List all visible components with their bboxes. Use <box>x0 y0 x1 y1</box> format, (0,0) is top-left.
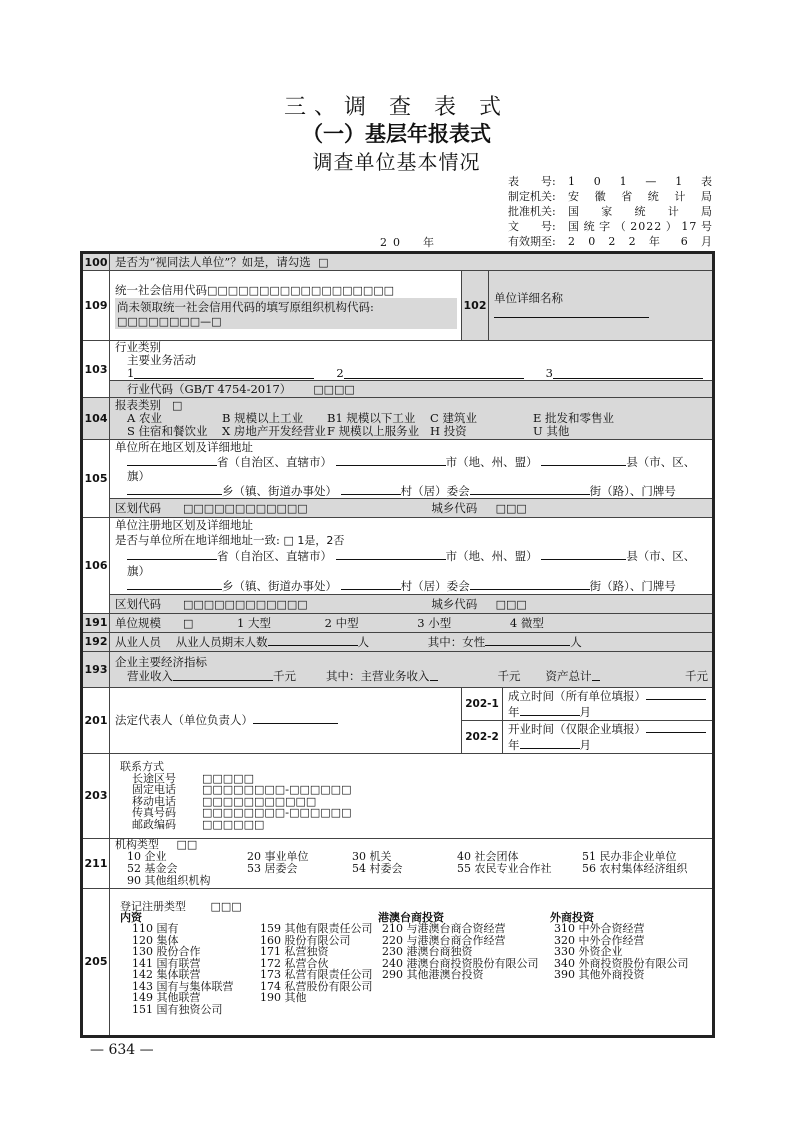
contact-fax: 传真号码 □□□□□□□□-□□□□□□ <box>132 806 352 819</box>
option: 56 农村集体经济组织 <box>582 862 688 875</box>
row-number: 191 <box>82 613 110 632</box>
option: 52 基金会 <box>127 862 178 875</box>
row-number: 202-2 <box>462 720 503 753</box>
row-number: 205 <box>82 888 110 1036</box>
row-number: 103 <box>82 341 110 398</box>
option: E 批发和零售业 <box>533 411 615 425</box>
foreign-list <box>550 923 689 981</box>
row-103-code <box>82 381 714 398</box>
founded-month-field[interactable] <box>520 704 580 716</box>
opened-year-field[interactable] <box>646 721 706 733</box>
female-count-field[interactable] <box>485 634 570 646</box>
registration-option: 130 股份合作 <box>132 945 201 958</box>
credit-code-boxes[interactable]: □□□□□□□□□□□□□□□□□□ <box>207 284 395 297</box>
option: H 投资 <box>430 424 467 438</box>
option: X 房地产开发经营业 <box>222 424 326 438</box>
founded-date-cell: 成立时间（所有单位填报）年 月 <box>503 688 713 721</box>
division-code-boxes[interactable]: □□□□□□□□□□□□ <box>182 502 308 515</box>
street-field[interactable] <box>470 578 590 590</box>
meta-approver: 批准机关: 国家统计局 <box>508 205 713 218</box>
org-type-cell: 机构类型 □□ 10 企业 20 事业单位 30 机关 40 社会团体 51 民办非企业单位 52 基金会 53 居委会 54 村委会 55 农民专业合作社 56 农村集体经济组织 90 其他组织机构 <box>110 838 714 888</box>
registration-option: 390 其他外商投资 <box>554 968 645 981</box>
meta-issuer: 制定机关: 安徽省统计局 <box>508 190 713 203</box>
option: S 住宿和餐饮业 <box>127 424 208 438</box>
registered-code-cell: 区划代码 □□□□□□□□□□□□ 城乡代码 □□□ <box>110 594 714 613</box>
row-105-code <box>82 499 714 518</box>
row-100 <box>82 253 714 271</box>
registration-option: 142 集体联营 <box>132 968 201 981</box>
street-field[interactable] <box>470 483 590 495</box>
opened-date-cell: 开业时间（仅限企业填报）年 月 <box>503 720 713 753</box>
province-field[interactable] <box>127 454 217 466</box>
row-211 <box>82 838 714 888</box>
credit-code-cell: 统一社会信用代码□□□□□□□□□□□□□□□□□□ 尚未领取统一社会信用代码的填写原组织机构代码: □□□□□□□□—□ <box>110 271 462 341</box>
row-number: 100 <box>82 253 110 271</box>
urban-code-boxes[interactable]: □□□ <box>495 597 527 611</box>
registration-type-boxes[interactable]: □□□ <box>210 899 242 913</box>
division-code-boxes[interactable]: □□□□□□□□□□□□ <box>182 597 308 611</box>
domestic-col-2 <box>260 923 373 1015</box>
meta-form-number: 表 号: 1 0 1 — 1 表 <box>508 175 713 188</box>
registration-option: 149 其他联营 <box>132 991 201 1004</box>
row-191 <box>82 613 714 632</box>
option: B1 规模以下工业 <box>327 411 416 425</box>
county-field[interactable] <box>541 548 626 560</box>
city-field[interactable] <box>336 548 446 560</box>
foreign-group: 外商投资 310 中外合资经营 320 中外合作经营 330 外资企业 340 外商投资股份有限公司 390 其他外商投资 <box>550 910 689 981</box>
registration-option: 320 中外合作经营 <box>554 933 645 947</box>
row-number: 211 <box>82 838 110 888</box>
registration-option: 171 私营独资 <box>260 945 329 958</box>
option: 53 居委会 <box>247 862 298 875</box>
org-code-boxes[interactable]: □□□□□□□□—□ <box>117 315 222 328</box>
registration-type-cell: 登记注册类型 □□□ 内资 110 国有 120 集体 130 股份合作 141 国有联营 142 集体联营 143 国有与集体联营 149 其他联营 151 国有独资公司 159 其他有限责任公司 160 股份有限公司 171 私营独资 172 私营合伙 173 私营有限责任公司 174 私营股份有限公司 190 其他 港澳台商投资 210 与港澳台商合资经营 220 与港澳台商合作经营 230 港澳台商独资 240 港澳台商投资股份有限公司 290 其他港澳台投资 外商投资 310 中外合资经营 320 中外合作经营 330 外资企业 340 外商投资股份有限公司 390 其他外商投资 <box>110 888 714 1036</box>
contact-mobile: 移动电话 □□□□□□□□□□□ <box>132 794 317 808</box>
village-field[interactable] <box>341 483 401 495</box>
revenue-field[interactable] <box>173 669 273 681</box>
legal-rep-cell: 法定代表人（单位负责人） <box>110 687 462 753</box>
domestic-group: 内资 110 国有 120 集体 130 股份合作 141 国有联营 142 集体联营 143 国有与集体联营 149 其他联营 151 国有独资公司 159 其他有限责任公司 160 股份有限公司 171 私营独资 172 私营合伙 173 私营有限责任公司 174 私营股份有限公司 190 其他 <box>120 910 373 1016</box>
registration-option: 310 中外合资经营 <box>554 922 645 935</box>
row-105 <box>82 440 714 499</box>
meta-valid-until: 有效期至: 2 0 2 2 年 6 月 <box>508 235 713 248</box>
row-number: 106 <box>82 518 110 614</box>
city-field[interactable] <box>336 454 446 466</box>
registration-option: 110 国有 <box>132 922 179 935</box>
survey-form-table <box>80 251 715 1038</box>
economic-indicators-cell: 企业主要经济指标 营业收入 千元 其中：主营业务收入 千元 资产总计 千元 <box>110 651 714 687</box>
legal-entity-question[interactable]: 是否为“视同法人单位”？如是，请勾选 □ <box>110 253 714 271</box>
checkbox[interactable]: □ <box>182 616 194 630</box>
row-number: 109 <box>82 271 110 341</box>
urban-code-boxes[interactable]: □□□ <box>495 502 527 515</box>
form-title: 调查单位基本情况 <box>312 150 481 174</box>
form-meta <box>508 174 713 249</box>
row-number: 104 <box>82 398 110 440</box>
org-type-boxes[interactable]: □□ <box>176 838 198 851</box>
main-revenue-field[interactable] <box>430 669 438 681</box>
registration-option: 174 私营股份有限公司 <box>260 979 373 993</box>
registration-option: 330 外资企业 <box>554 945 623 958</box>
subsection-title: （一）基层年报表式 <box>302 122 491 146</box>
option: 51 民办非企业单位 <box>582 850 677 863</box>
row-192 <box>82 632 714 651</box>
registration-option: 143 国有与集体联营 <box>132 979 234 993</box>
industry-cell: 行业类别 主要业务活动 1 2 3 <box>110 341 714 381</box>
contact-area-code: 长途区号 □□□□□ <box>132 771 254 785</box>
meta-doc-number: 文 号: 国统字（2022）17号 <box>508 220 713 233</box>
report-year: 20 年 <box>380 236 440 249</box>
option: 54 村委会 <box>352 862 403 875</box>
option: 20 事业单位 <box>247 850 309 863</box>
row-number: 201 <box>82 687 110 753</box>
registration-option: 159 其他有限责任公司 <box>260 922 373 935</box>
registration-option: 290 其他港澳台投资 <box>382 968 484 981</box>
total-assets-field[interactable] <box>592 669 600 681</box>
checkbox[interactable]: □ <box>318 256 329 269</box>
hmt-list <box>378 923 550 981</box>
contact-cell: 联系方式 长途区号 □□□□□ 固定电话 □□□□□□□□-□□□□□□ 移动电话 □□□□□□□□□□□ 传真号码 □□□□□□□□-□□□□□□ 邮政编码 □□□□□□ <box>110 753 714 838</box>
registration-option: 190 其他 <box>260 991 307 1004</box>
row-203 <box>82 753 714 838</box>
row-number: 193 <box>82 651 110 687</box>
section-title: 三、调 查 表 式 <box>284 95 509 120</box>
row-205 <box>82 888 714 1036</box>
activity-2-field[interactable] <box>344 367 524 379</box>
employees-cell: 从业人员 从业人员期末人数 人 其中：女性 人 <box>110 632 714 651</box>
registration-option: 151 国有独资公司 <box>132 1002 223 1016</box>
row-number: 202-1 <box>462 688 503 721</box>
registration-option: 141 国有联营 <box>132 956 201 970</box>
registration-option: 173 私营有限责任公司 <box>260 968 373 981</box>
registration-option: 230 港澳台商独资 <box>382 945 473 958</box>
registration-option: 172 私营合伙 <box>260 956 329 970</box>
founded-year-field[interactable] <box>646 688 706 700</box>
row-104 <box>82 398 714 440</box>
contact-postcode: 邮政编码 □□□□□□ <box>132 817 265 831</box>
opened-month-field[interactable] <box>520 737 580 749</box>
row-number: 192 <box>82 632 110 651</box>
row-number: 203 <box>82 753 110 838</box>
row-number: 102 <box>462 271 489 341</box>
hmt-group: 港澳台商投资 210 与港澳台商合资经营 220 与港澳台商合作经营 230 港澳台商独资 240 港澳台商投资股份有限公司 290 其他港澳台投资 <box>378 912 550 1016</box>
option: 30 机关 <box>352 850 392 863</box>
row-201 <box>82 687 714 753</box>
unit-name-cell[interactable]: 单位详细名称 <box>489 271 714 341</box>
employee-count-field[interactable] <box>268 634 358 646</box>
dates-cell <box>462 687 714 753</box>
registered-address-cell: 单位注册地区划及详细地址 是否与单位所在地详细地址一致: □ 1是，2否 省（自治区、直辖市） 市（地、州、盟） 县（市、区、 旗） 乡（镇、街道办事处） 村（居）委会 街（路）、门牌号 <box>110 518 714 595</box>
legal-rep-field[interactable] <box>253 712 338 724</box>
row-103 <box>82 341 714 381</box>
domestic-col-1 <box>120 923 260 1015</box>
option: A 农业 <box>127 411 162 425</box>
report-category-cell: 报表类别 □ A 农业 B 规模以上工业 B1 规模以下工业 C 建筑业 E 批发和零售业 S 住宿和餐饮业 X 房地产开发经营业 F 规模以上服务业 H 投资 U 其他 <box>110 398 714 440</box>
town-field[interactable] <box>127 483 222 495</box>
activity-3-field[interactable] <box>553 367 703 379</box>
county-field[interactable] <box>541 454 626 466</box>
registration-option: 120 集体 <box>132 933 179 947</box>
row-106 <box>82 518 714 595</box>
location-code-cell: 区划代码 □□□□□□□□□□□□ 城乡代码 □□□ <box>110 499 714 518</box>
option: 40 社会团体 <box>457 850 519 863</box>
option: 10 企业 <box>127 850 167 863</box>
checkbox[interactable]: □ <box>171 399 183 412</box>
option: 55 农民专业合作社 <box>457 862 552 875</box>
province-field[interactable] <box>127 548 217 560</box>
registration-option: 240 港澳台商投资股份有限公司 <box>382 956 539 970</box>
row-106-code <box>82 594 714 613</box>
registration-option: 340 外商投资股份有限公司 <box>554 956 689 970</box>
option: U 其他 <box>533 424 570 438</box>
registration-option: 220 与港澳台商合作经营 <box>382 933 506 947</box>
unit-scale-cell: 单位规模 □ 1 大型 2 中型 3 小型 4 微型 <box>110 613 714 632</box>
same-address-checkbox[interactable]: □ 1是，2否 <box>283 533 345 547</box>
row-number: 105 <box>82 440 110 518</box>
option: F 规模以上服务业 <box>327 424 420 438</box>
unit-name-field[interactable] <box>494 306 649 318</box>
option: 90 其他组织机构 <box>127 874 211 887</box>
activity-1-field[interactable] <box>134 367 314 379</box>
option: B 规模以上工业 <box>222 411 304 425</box>
contact-landline: 固定电话 □□□□□□□□-□□□□□□ <box>132 783 352 796</box>
option: C 建筑业 <box>430 411 477 425</box>
registration-option: 210 与港澳台商合资经营 <box>382 922 506 935</box>
registration-option: 160 股份有限公司 <box>260 933 351 947</box>
village-field[interactable] <box>341 578 401 590</box>
row-193 <box>82 651 714 687</box>
town-field[interactable] <box>127 578 222 590</box>
page-number: — 634 — <box>90 1042 154 1058</box>
location-address-cell: 单位所在地区划及详细地址 省（自治区、直辖市） 市（地、州、盟） 县（市、区、 旗） 乡（镇、街道办事处） 村（居）委会 街（路）、门牌号 <box>110 440 714 499</box>
industry-code-boxes[interactable]: □□□□ <box>313 383 355 396</box>
industry-code-cell: 行业代码（GB/T 4754-2017） □□□□ <box>110 381 714 398</box>
row-109 <box>82 271 714 341</box>
